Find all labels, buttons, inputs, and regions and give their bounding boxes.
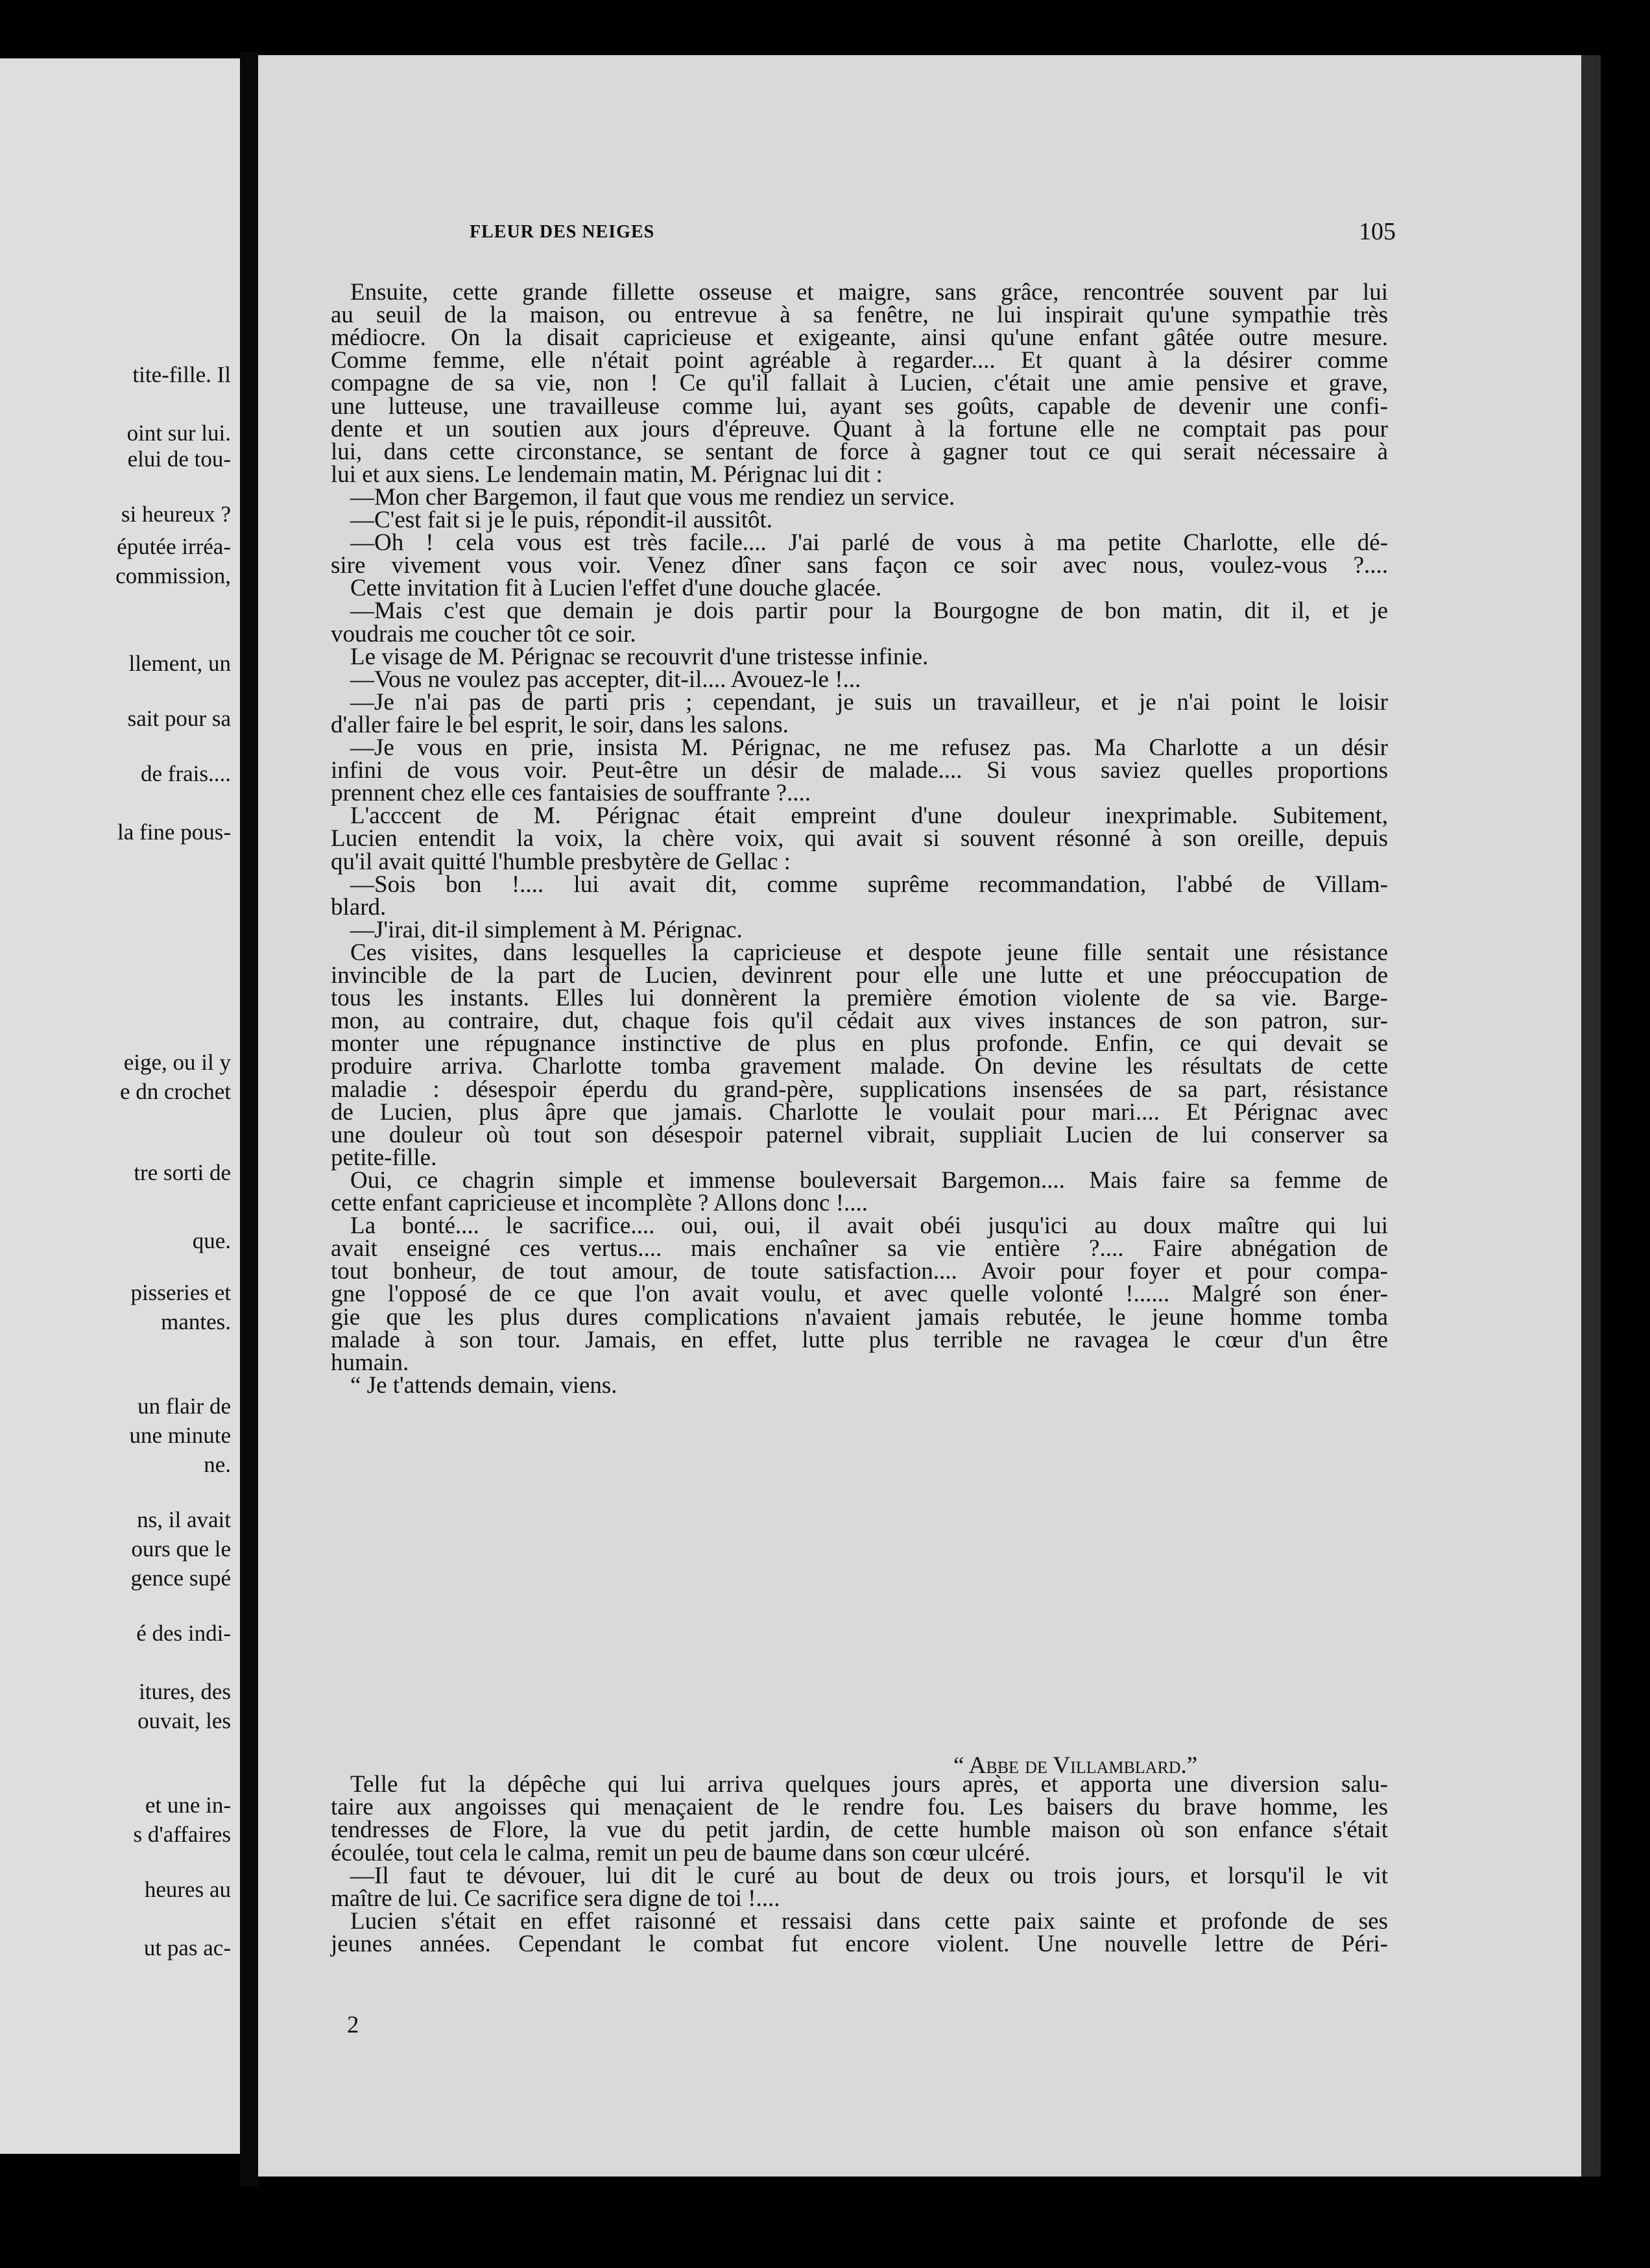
text-line: —Mais c'est que demain je dois partir pour la Bourgogne de bon matin, dit il, et je: [350, 597, 1388, 625]
left-page-line: ouvait, les: [138, 1708, 231, 1733]
text-line: La bonté.... le sacrifice.... oui, oui, il avait obéi jusqu'ici au doux maître qui lui: [350, 1212, 1388, 1240]
text-line: L'acccent de M. Pérignac était empreint d'une douleur inexprimable. Subitement,: [350, 802, 1388, 830]
text-line: taire aux angoisses qui menaçaient de le rendre fou. Les baisers du brave homme, les: [331, 1794, 1388, 1821]
text-line: Telle fut la dépêche qui lui arriva quelques jours après, et apporta une diversion salu-: [350, 1771, 1388, 1798]
left-page-line: sait pour sa: [127, 706, 231, 731]
signature-line: “ Abbe de Villamblard.”: [953, 1752, 1198, 1779]
text-line: qu'il avait quitté l'humble presbytère de Gellac :: [331, 848, 791, 875]
running-header: FLEUR DES NEIGES: [470, 222, 655, 242]
text-line: —J'irai, dit-il simplement à M. Pérignac.: [350, 916, 743, 943]
left-page-line: elui de tou-: [127, 446, 231, 472]
text-line: maître de lui. Ce sacrifice sera digne de toi !....: [331, 1885, 780, 1912]
left-page-line: mantes.: [161, 1309, 231, 1334]
left-page-line: tre sorti de: [134, 1160, 231, 1185]
text-line: Lucien s'était en effet raisonné et ressaisi dans cette paix sainte et profonde de ses: [350, 1908, 1388, 1935]
text-line: —Il faut te dévouer, lui dit le curé au bout de deux ou trois jours, et lorsqu'il le vit: [350, 1862, 1388, 1889]
text-line: —Je vous en prie, insista M. Pérignac, ne me refusez pas. Ma Charlotte a un désir: [350, 734, 1388, 761]
left-page-line: e dn crochet: [119, 1079, 231, 1104]
text-line: —Vous ne voulez pas accepter, dit-il.... Avouez-le !...: [350, 666, 861, 693]
left-page-line: pisseries et: [130, 1280, 231, 1305]
signature-mark: 2: [347, 2012, 359, 2038]
left-page-line: une minute: [129, 1423, 231, 1448]
left-page-line: heures au: [144, 1877, 231, 1902]
text-line: “ Je t'attends demain, viens.: [350, 1371, 617, 1399]
left-page-line: de frais....: [141, 761, 231, 786]
text-line: mon, au contraire, dut, chaque fois qu'il cédait aux vives instances de son patron, sur-: [331, 1007, 1388, 1035]
left-page-line: tite-fille. Il: [132, 362, 231, 387]
left-page-line: s d'affaires: [133, 1822, 231, 1847]
left-page-line: un flair de: [138, 1393, 231, 1419]
text-line: voudrais me coucher tôt ce soir.: [331, 620, 636, 647]
text-line: compagne de sa vie, non ! Ce qu'il fallait à Lucien, c'était une amie pensive et grave,: [331, 370, 1388, 397]
text-line: maladie : désespoir éperdu du grand-père, supplications insensées de sa part, résistance: [331, 1076, 1388, 1103]
text-line: Ces visites, dans lesquelles la capricieuse et despote jeune fille sentait une résistance: [350, 939, 1388, 966]
text-line: sire vivement vous voir. Venez dîner sans façon ce soir avec nous, voulez-vous ?....: [331, 552, 1388, 579]
text-line: gne l'opposé de ce que l'on avait voulu, et avec quelle volonté !...... Malgré son éner-: [331, 1281, 1388, 1308]
left-page-line: ours que le: [131, 1536, 231, 1562]
text-line: Ensuite, cette grande fillette osseuse et maigre, sans grâce, rencontrée souvent par lui: [350, 279, 1388, 306]
left-page-line: que.: [192, 1228, 231, 1253]
text-line: d'aller faire le bel esprit, le soir, dans les salons.: [331, 711, 789, 738]
text-line: de Lucien, plus âpre que jamais. Charlotte le voulait pour mari.... Et Pérignac avec: [331, 1098, 1388, 1126]
text-line: Cette invitation fit à Lucien l'effet d'une douche glacée.: [350, 575, 882, 602]
text-line: produire arriva. Charlotte tomba gravement malade. On devine les résultats de cette: [331, 1053, 1388, 1080]
left-page-line: ns, il avait: [137, 1507, 231, 1532]
text-line: lui, dans cette circonstance, se sentant de force à gagner tout ce qui serait nécessaire à: [331, 438, 1388, 465]
text-line: Oui, ce chagrin simple et immense bouleversait Bargemon.... Mais faire sa femme de: [350, 1166, 1388, 1194]
text-line: cette enfant capricieuse et incomplète ? Allons donc !....: [331, 1190, 868, 1216]
book-spine: [240, 52, 258, 2186]
text-line: humain.: [331, 1349, 409, 1376]
text-line: monter une répugnance instinctive de plus en plus profonde. Enfin, ce qui devait se: [331, 1030, 1388, 1057]
text-line: petite-fille.: [331, 1144, 437, 1171]
text-line: invincible de la part de Lucien, devinrent pour elle une lutte et une préoccupation de: [331, 962, 1388, 989]
left-page-line: eige, ou il y: [123, 1050, 231, 1075]
text-line: Le visage de M. Pérignac se recouvrit d'une tristesse infinie.: [350, 643, 929, 670]
left-page-line: é des indi-: [136, 1621, 231, 1646]
text-line: —Oh ! cela vous est très facile.... J'ai parlé de vous à ma petite Charlotte, elle dé-: [350, 529, 1388, 557]
left-page-line: llement, un: [128, 651, 231, 676]
left-page-line: éputée irréa-: [117, 534, 231, 559]
text-line: —C'est fait si je le puis, répondit-il aussitôt.: [350, 507, 773, 533]
left-page-line: itures, des: [139, 1679, 231, 1704]
left-page-line: gence supé: [130, 1565, 231, 1591]
left-page-line: la fine pous-: [117, 819, 231, 845]
left-page-line: oint sur lui.: [126, 420, 231, 446]
text-line: —Mon cher Bargemon, il faut que vous me rendiez un service.: [350, 483, 955, 511]
text-line: une douleur où tout son désespoir paternel vibrait, suppliait Lucien de lui conserver sa: [331, 1121, 1388, 1148]
left-page-fragment: [0, 58, 240, 2154]
left-page-line: si heureux ?: [121, 501, 231, 527]
text-line: infini de vous voir. Peut-être un désir de malade.... Si vous saviez quelles proportions: [331, 757, 1388, 784]
text-line: écoulée, tout cela le calma, remit un peu de baume dans son cœur ulcéré.: [331, 1839, 1031, 1866]
text-line: gie que les plus dures complications n'avaient jamais rebutée, le jeune homme tomba: [331, 1303, 1388, 1331]
text-line: prennent chez elle ces fantaisies de souffrante ?....: [331, 780, 811, 807]
text-line: tous les instants. Elles lui donnèrent la première émotion violente de sa vie. Barge-: [331, 985, 1388, 1012]
text-line: médiocre. On la disait capricieuse et exigeante, ainsi qu'une enfant gâtée outre mesure.: [331, 324, 1388, 352]
left-page-line: ne.: [204, 1452, 231, 1477]
page-number: 105: [1359, 218, 1396, 245]
text-line: avait enseigné ces vertus.... mais enchaîner sa vie entière ?.... Faire abnégation de: [331, 1235, 1388, 1262]
text-line: malade à son tour. Jamais, en effet, lutte plus terrible ne ravagea le cœur d'un être: [331, 1326, 1388, 1353]
text-line: Lucien entendit la voix, la chère voix, qui avait si souvent résonné à son oreille, depuis: [331, 825, 1388, 852]
text-line: jeunes années. Cependant le combat fut encore violent. Une nouvelle lettre de Péri-: [331, 1931, 1388, 1958]
text-line: tout bonheur, de tout amour, de toute satisfaction.... Avoir pour foyer et pour compa-: [331, 1258, 1388, 1285]
text-line: lui et aux siens. Le lendemain matin, M. Pérignac lui dit :: [331, 461, 883, 488]
text-line: au seuil de la maison, ou entrevue à sa fenêtre, ne lui inspirait qu'une sympathie très: [331, 302, 1388, 329]
left-page-line: et une in-: [145, 1792, 231, 1818]
page-edge: [1581, 55, 1601, 2177]
text-line: Comme femme, elle n'était point agréable à regarder.... Et quant à la désirer comme: [331, 347, 1388, 374]
text-line: dente et un soutien aux jours d'épreuve. Quant à la fortune elle ne comptait pas pour: [331, 415, 1388, 442]
left-page-line: ut pas ac-: [143, 1935, 231, 1960]
text-line: une lutteuse, une travailleuse comme lui, ayant ses goûts, capable de devenir une confi-: [331, 392, 1388, 420]
left-page-line: commission,: [115, 563, 231, 588]
text-line: —Je n'ai pas de parti pris ; cependant, je suis un travailleur, et je n'ai point le loisir: [350, 688, 1388, 716]
text-line: blard.: [331, 893, 387, 921]
text-line: —Sois bon !.... lui avait dit, comme suprême recommandation, l'abbé de Villam-: [350, 871, 1388, 898]
text-line: tendresses de Flore, la vue du petit jardin, de cette humble maison où son enfance s'était: [331, 1816, 1388, 1844]
